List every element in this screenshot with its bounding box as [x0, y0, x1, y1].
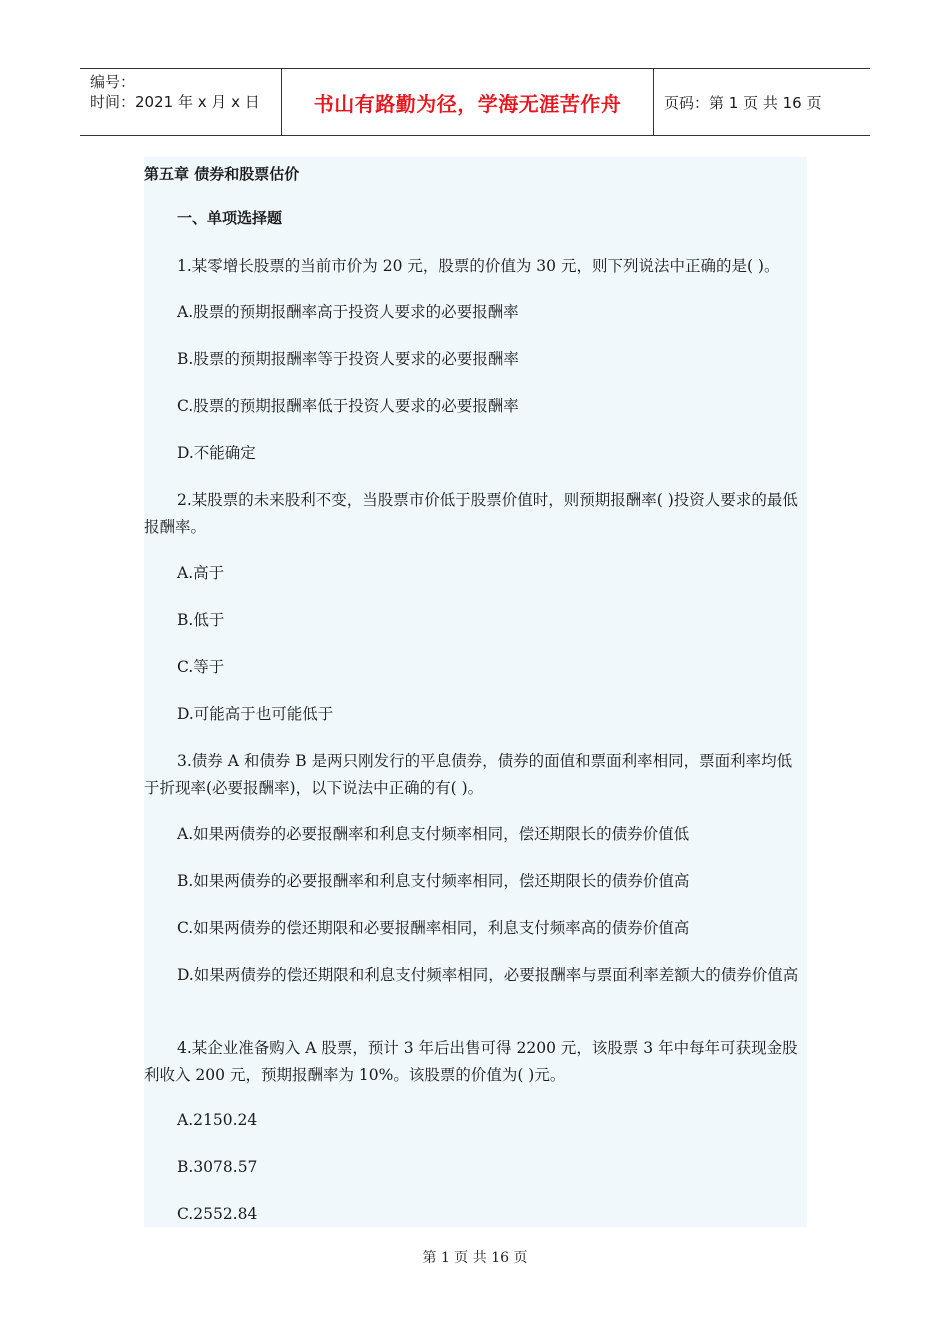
page-footer: 第 1 页 共 16 页	[422, 1250, 528, 1266]
question-4: 4.某企业准备购入 A 股票，预计 3 年后出售可得 2200 元，该股票 3 年中每年可获现金股利收入 200 元，预期报酬率为 10%。该股票的价值为( )元。	[144, 1039, 798, 1084]
option-3d: D.如果两债券的偿还期限和利息支付频率相同，必要报酬率与票面利率差额大的债券价值高	[177, 966, 799, 984]
option-4b: B.3078.57	[177, 1158, 258, 1176]
time-label: 时间：2021 年 x 月 x 日	[90, 93, 260, 111]
document-body	[144, 157, 807, 1227]
page-header	[80, 68, 870, 136]
option-4c: C.2552.84	[177, 1205, 258, 1223]
number-label: 编号：	[90, 73, 136, 91]
option-2a: A.高于	[177, 564, 225, 582]
option-3b: B.如果两债券的必要报酬率和利息支付频率相同，偿还期限长的债券价值高	[177, 872, 690, 890]
option-2d: D.可能高于也可能低于	[177, 705, 334, 723]
option-1b: B.股票的预期报酬率等于投资人要求的必要报酬率	[177, 350, 519, 368]
option-2b: B.低于	[177, 611, 225, 629]
option-3a: A.如果两债券的必要报酬率和利息支付频率相同，偿还期限长的债券价值低	[177, 825, 690, 843]
question-2: 2.某股票的未来股利不变，当股票市价低于股票价值时，则预期报酬率( )投资人要求的最低报酬率。	[144, 491, 798, 536]
header-motto: 书山有路勤为径，学海无涯苦作舟	[282, 69, 654, 135]
chapter-title: 第五章 债券和股票估价	[144, 165, 300, 183]
question-3: 3.债券 A 和债券 B 是两只刚发行的平息债券，债券的面值和票面利率相同，票面利率均低于折现率(必要报酬率)，以下说法中正确的有( )。	[144, 752, 793, 797]
option-1c: C.股票的预期报酬率低于投资人要求的必要报酬率	[177, 397, 519, 415]
question-1: 1.某零增长股票的当前市价为 20 元，股票的价值为 30 元，则下列说法中正确的是( )。	[177, 257, 780, 275]
header-page-info: 页码：第 1 页 共 16 页	[664, 93, 822, 112]
option-2c: C.等于	[177, 658, 225, 676]
option-3c: C.如果两债券的偿还期限和必要报酬率相同，利息支付频率高的债券价值高	[177, 919, 690, 937]
header-meta	[80, 69, 282, 135]
option-1d: D.不能确定	[177, 444, 256, 462]
option-1a: A.股票的预期报酬率高于投资人要求的必要报酬率	[177, 303, 519, 321]
section-title: 一、单项选择题	[177, 209, 283, 227]
option-4a: A.2150.24	[177, 1111, 258, 1129]
